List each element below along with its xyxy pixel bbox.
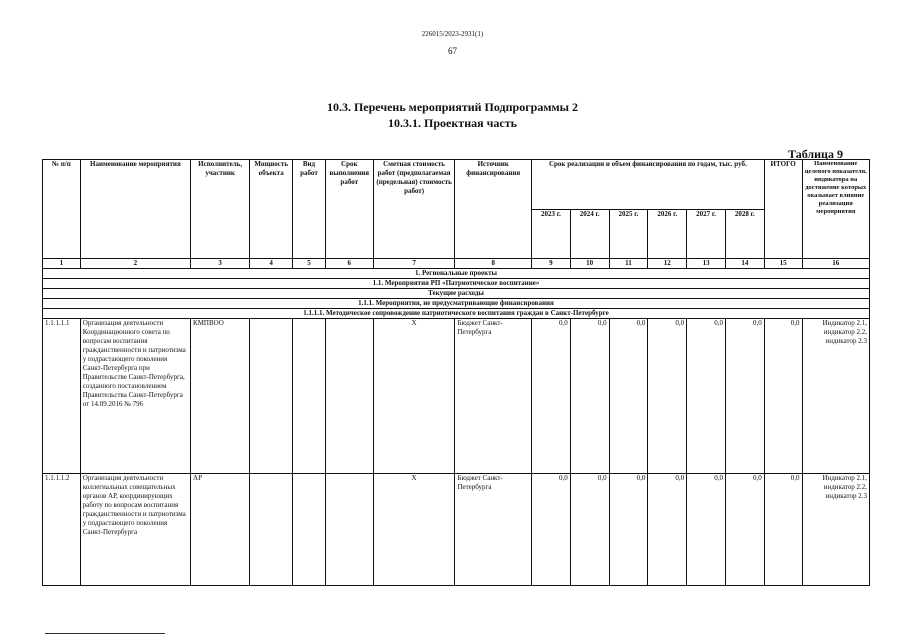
row-value: 0,0	[725, 319, 764, 474]
section-heading: 1. Региональные проекты	[43, 269, 870, 279]
col-header-deadline: Срок выполнения работ	[325, 160, 373, 259]
row-source: Бюджет Санкт-Петербурга	[455, 319, 532, 474]
document-id: 226015/2023-2931(1)	[421, 30, 484, 38]
row-executor: КМПВОО	[191, 319, 250, 474]
row-value: 0,0	[609, 319, 648, 474]
col-header-num: № п/п	[43, 160, 81, 259]
column-number: 4	[250, 259, 293, 269]
col-header-name: Наименование мероприятия	[80, 160, 190, 259]
column-number: 6	[325, 259, 373, 269]
col-header-source: Источник финансирования	[455, 160, 532, 259]
row-number: 1.1.1.1.2	[43, 474, 81, 586]
column-number: 7	[373, 259, 455, 269]
row-work-type	[293, 319, 326, 474]
table-row	[43, 319, 870, 474]
row-cost: Х	[373, 474, 455, 586]
col-header-year: 2023 г.	[531, 210, 570, 259]
col-header-indicator: Наименование целевого показателя, индикатора на достижение которых оказывает влияние реализация мероприятия	[802, 160, 869, 259]
measures-table	[42, 159, 870, 586]
col-header-cost: Сметная стоимость работ (предполагаемая (предельная) стоимость работ)	[373, 160, 455, 259]
col-header-financing-group: Срок реализации и объем финансирования по годам, тыс. руб.	[531, 160, 764, 210]
row-value: 0,0	[531, 319, 570, 474]
col-header-capacity: Мощность объекта	[250, 160, 293, 259]
section-heading: 1.1.1. Мероприятия, не предусматривающие финансирования	[43, 299, 870, 309]
column-number: 5	[293, 259, 326, 269]
row-capacity	[250, 474, 293, 586]
col-header-total: ИТОГО	[764, 160, 802, 259]
footer-rule	[45, 633, 165, 634]
row-value: 0,0	[648, 319, 687, 474]
col-header-executor: Исполнитель, участник	[191, 160, 250, 259]
row-value: 0,0	[531, 474, 570, 586]
column-number: 1	[43, 259, 81, 269]
row-cost: Х	[373, 319, 455, 474]
row-total: 0,0	[764, 474, 802, 586]
col-header-year: 2025 г.	[609, 210, 648, 259]
row-number: 1.1.1.1.1	[43, 319, 81, 474]
column-number: 3	[191, 259, 250, 269]
row-indicator: Индикатор 2.1, индикатор 2.2, индикатор 2.3	[802, 474, 869, 586]
row-capacity	[250, 319, 293, 474]
page-title: 10.3. Перечень мероприятий Подпрограммы 2	[326, 100, 579, 114]
row-executor: АР	[191, 474, 250, 586]
column-number: 8	[455, 259, 532, 269]
section-heading: 1.1. Мероприятия РП «Патриотическое воспитание»	[43, 279, 870, 289]
row-deadline	[325, 319, 373, 474]
table-label: Таблица 9	[788, 147, 843, 161]
row-work-type	[293, 474, 326, 586]
column-number: 2	[80, 259, 190, 269]
row-deadline	[325, 474, 373, 586]
column-number: 10	[570, 259, 609, 269]
col-header-work-type: Вид работ	[293, 160, 326, 259]
row-indicator: Индикатор 2.1, индикатор 2.2, индикатор 2.3	[802, 319, 869, 474]
col-header-year: 2028 г.	[725, 210, 764, 259]
column-number: 14	[725, 259, 764, 269]
column-number: 16	[802, 259, 869, 269]
column-number: 12	[648, 259, 687, 269]
row-value: 0,0	[648, 474, 687, 586]
row-value: 0,0	[687, 319, 726, 474]
page-subtitle: 10.3.1. Проектная часть	[388, 116, 517, 130]
column-number: 9	[531, 259, 570, 269]
table-row	[43, 474, 870, 586]
row-value: 0,0	[725, 474, 764, 586]
row-name: Организация деятельности Координационного совета по вопросам воспитания гражданственности и патриотизма у подрастающего поколения Санкт-Петербурга при Правительстве Санкт-Петербурга, созданного постановлением Правительства Санкт-Петербурга от 14.09.2016 № 796	[80, 319, 190, 474]
col-header-year: 2024 г.	[570, 210, 609, 259]
row-source: Бюджет Санкт-Петербурга	[455, 474, 532, 586]
row-value: 0,0	[687, 474, 726, 586]
column-number: 11	[609, 259, 648, 269]
col-header-year: 2026 г.	[648, 210, 687, 259]
column-number: 13	[687, 259, 726, 269]
row-value: 0,0	[570, 474, 609, 586]
row-value: 0,0	[609, 474, 648, 586]
column-number: 15	[764, 259, 802, 269]
row-value: 0,0	[570, 319, 609, 474]
row-name: Организация деятельности коллегиальных совещательных органов АР, координирующих работу по вопросам воспитания гражданственности и патриотизма у подрастающего поколения Санкт-Петербурга	[80, 474, 190, 586]
section-heading: Текущие расходы	[43, 289, 870, 299]
page-number: 67	[448, 46, 457, 56]
section-heading: 1.1.1.1. Методическое сопровождение патриотического воспитания граждан в Санкт-Петербурге	[43, 309, 870, 319]
col-header-year: 2027 г.	[687, 210, 726, 259]
row-total: 0,0	[764, 319, 802, 474]
